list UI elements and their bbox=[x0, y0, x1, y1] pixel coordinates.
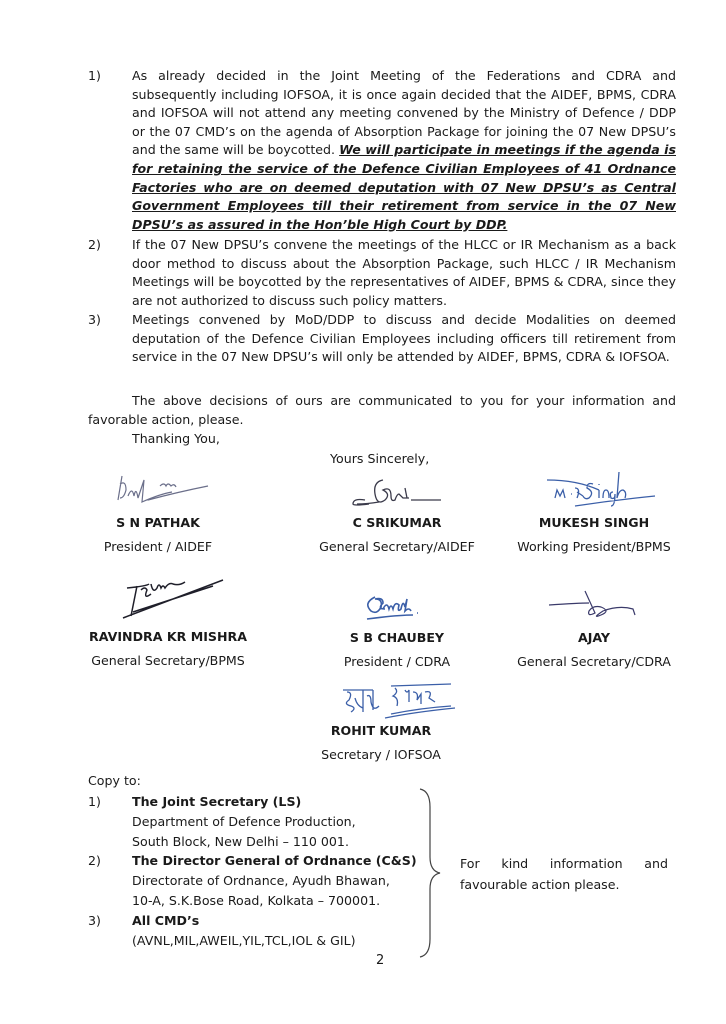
closing-line-1: The above decisions of ours are communicated to you for your information and bbox=[132, 393, 676, 408]
signatory-title: Secretary / IOFSOA bbox=[321, 747, 441, 762]
signatory-name: AJAY bbox=[577, 630, 611, 645]
point-text: If the 07 New DPSU’s convene the meetings of the HLCC or IR Mechanism as a back door method to discuss about the Absorption Package, such HLCC / IR Mechanism Meetings will be boycotted by the representatives of AIDEF, BPMS & CDRA, since they are not authorized to discuss such policy matters. bbox=[132, 237, 676, 308]
signatory-name: S N PATHAK bbox=[116, 515, 200, 530]
copy-to-heading: Copy to: bbox=[88, 773, 141, 788]
signature-block-mishra bbox=[68, 568, 268, 670]
yours-sincerely: Yours Sincerely, bbox=[330, 451, 430, 466]
signature-block-srikumar bbox=[297, 470, 497, 556]
item-address-line: Directorate of Ordnance, Ayudh Bhawan, bbox=[132, 873, 390, 889]
copy-to-item bbox=[88, 911, 428, 951]
point-1 bbox=[88, 67, 676, 234]
signatory-name: RAVINDRA KR MISHRA bbox=[89, 629, 247, 644]
closing-line-2: favorable action, please. bbox=[88, 412, 244, 427]
signature-icon bbox=[327, 585, 467, 629]
signatory-name: ROHIT KUMAR bbox=[330, 723, 432, 738]
signature-block-pathak bbox=[58, 470, 258, 556]
copy-to-note bbox=[460, 853, 668, 895]
page-number: 2 bbox=[376, 953, 385, 968]
signature-icon bbox=[98, 470, 218, 514]
signature-block-chaubey bbox=[297, 585, 497, 671]
signatory-name: MUKESH SINGH bbox=[538, 515, 650, 530]
point-number: 1) bbox=[88, 68, 101, 83]
signature-icon bbox=[301, 676, 461, 722]
copy-to-item bbox=[88, 851, 428, 910]
point-emphasis: We will participate in meetings if the agenda is for retaining the service of the Defence Civilian Employees of 41 Ordnance Factories who are on deemed deputation with 07 New DPSU’s as Central Government Employees till their retirement from service in the 07 New DPSU’s as assured in the Hon’ble High Court by DDP. bbox=[132, 142, 676, 232]
item-address-line: (AVNL,MIL,AWEIL,YIL,TCL,IOL & GIL) bbox=[132, 932, 356, 948]
point-2 bbox=[88, 236, 676, 310]
signatory-title: General Secretary/CDRA bbox=[517, 654, 671, 669]
item-title: All CMD’s bbox=[132, 912, 200, 928]
point-text: Meetings convened by MoD/DDP to discuss and decide Modalities on deemed deputation of the Defence Civilian Employees including officers till retirement from service in the 07 New DPSU’s will only be attended by AIDEF, BPMS, CDRA & IOFSOA. bbox=[132, 312, 676, 365]
signatory-title: General Secretary/BPMS bbox=[91, 653, 245, 668]
signature-icon bbox=[93, 568, 243, 628]
signature-icon bbox=[519, 462, 669, 514]
point-3 bbox=[88, 311, 676, 367]
copy-to-list bbox=[88, 792, 428, 950]
signatory-title: Working President/BPMS bbox=[517, 539, 671, 554]
signature-block-rohit-kumar bbox=[281, 676, 481, 764]
curly-brace-icon bbox=[418, 787, 448, 959]
point-number: 3) bbox=[88, 312, 101, 327]
signature-block-ajay bbox=[494, 585, 694, 671]
item-title: The Joint Secretary (LS) bbox=[132, 794, 302, 809]
signature-icon bbox=[327, 470, 467, 514]
point-text: As already decided in the Joint Meeting of the Federations and CDRA and subsequently including IOFSOA, it is once again decided that the AIDEF, BPMS, CDRA and IOFSOA will not attend any meeting convened by the Ministry of Defence / DDP or the 07 CMD’s on the agenda of Absorption Package for joining the 07 New DPSU’s and the same will be boycotted. bbox=[132, 68, 676, 158]
note-line-1: For kind information and bbox=[460, 856, 668, 871]
signatory-title: General Secretary/AIDEF bbox=[319, 539, 475, 554]
point-number: 2) bbox=[88, 237, 101, 252]
signature-block-mukesh-singh bbox=[494, 462, 694, 556]
note-line-2: favourable action please. bbox=[460, 877, 620, 892]
item-number: 3) bbox=[88, 912, 101, 928]
item-number: 1) bbox=[88, 794, 101, 809]
item-address-line: 10-A, S.K.Bose Road, Kolkata – 700001. bbox=[132, 892, 381, 908]
signatory-title: President / CDRA bbox=[343, 654, 451, 669]
item-number: 2) bbox=[88, 853, 101, 869]
item-address-line: South Block, New Delhi – 110 001. bbox=[132, 833, 349, 849]
signatory-title: President / AIDEF bbox=[103, 539, 213, 554]
item-title: The Director General of Ordnance (C&S) bbox=[132, 853, 417, 869]
signatory-name: C SRIKUMAR bbox=[352, 515, 442, 530]
signature-icon bbox=[519, 585, 669, 629]
copy-to-item bbox=[88, 792, 428, 851]
signatory-name: S B CHAUBEY bbox=[349, 630, 445, 645]
item-address-line: Department of Defence Production, bbox=[132, 813, 356, 829]
thanking-you: Thanking You, bbox=[132, 431, 220, 446]
